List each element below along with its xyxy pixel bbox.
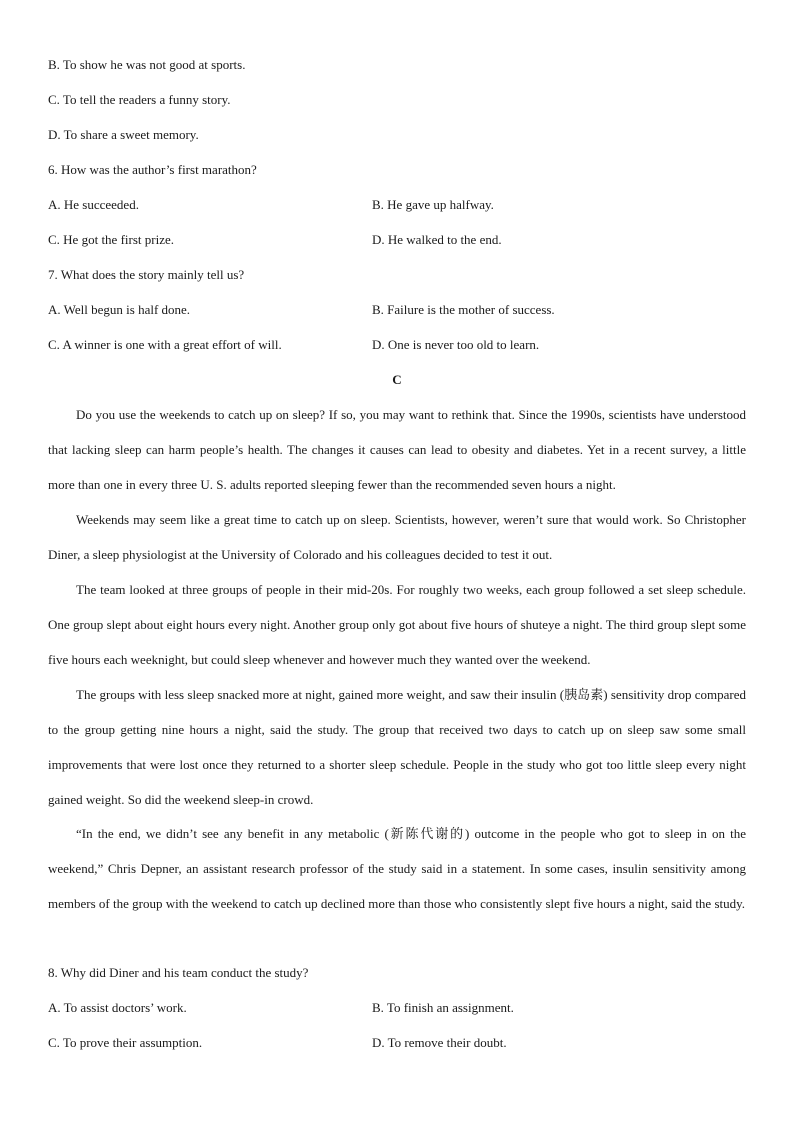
passage-paragraph-4: The groups with less sleep snacked more at night, gained more weight, and saw their insulin (胰岛素) sensitivity drop compared to the group getting nine hours a night, said the study. The group that received two days to catch up on sleep saw some small improvements that were lost once they returned to a shorter sleep schedule. People in the study who got too little sleep every night gained weight. So did the weekend sleep-in crowd. <box>48 687 746 807</box>
q7-option-a: A. Well begun is half done. <box>48 302 191 317</box>
passage-paragraph-1: Do you use the weekends to catch up on sleep? If so, you may want to rethink that. Since the 1990s, scientists have understood that lacking sleep can harm people’s health. The changes it causes can lead to obesity and diabetes. Yet in a recent survey, a little more than one in every three U. S. adults reported sleeping fewer than the recommended seven hours a night. <box>48 407 746 492</box>
q5-option-c: C. To tell the readers a funny story. <box>48 92 231 107</box>
q6-option-d: D. He walked to the end. <box>372 232 502 247</box>
q5-option-b: B. To show he was not good at sports. <box>48 57 246 72</box>
q6-option-a: A. He succeeded. <box>48 197 139 212</box>
q5-option-d: D. To share a sweet memory. <box>48 127 199 142</box>
passage-paragraph-2: Weekends may seem like a great time to catch up on sleep. Scientists, however, weren’t sure that would work. So Christopher Diner, a sleep physiologist at the University of Colorado and his colleagues decided to test it out. <box>48 512 746 562</box>
passage-paragraph-5: “In the end, we didn’t see any benefit in any metabolic (新陈代谢的) outcome in the people who got to sleep in on the weekend,” Chris Depner, an assistant research professor of the study said in a statement. In some cases, insulin sensitivity among members of the group with the weekend to catch up declined more than those who consistently slept five hours a night, said the study. <box>48 826 746 911</box>
q6-question: 6. How was the author’s first marathon? <box>48 162 257 177</box>
q8-question: 8. Why did Diner and his team conduct the study? <box>48 965 309 980</box>
q7-option-c: C. A winner is one with a great effort of will. <box>48 337 282 352</box>
q8-option-a: A. To assist doctors’ work. <box>48 1000 187 1015</box>
section-heading: C <box>392 372 402 387</box>
passage-paragraph-3: The team looked at three groups of people in their mid-20s. For roughly two weeks, each group followed a set sleep schedule. One group slept about eight hours every night. Another group only got about five hours of shuteye a night. The third group slept some five hours each weeknight, but could sleep whenever and however much they wanted over the weekend. <box>48 582 746 667</box>
q7-option-d: D. One is never too old to learn. <box>372 337 540 352</box>
q7-question: 7. What does the story mainly tell us? <box>48 267 245 282</box>
q6-option-c: C. He got the first prize. <box>48 232 174 247</box>
q8-option-b: B. To finish an assignment. <box>372 1000 514 1015</box>
q7-option-b: B. Failure is the mother of success. <box>372 302 555 317</box>
q8-option-c: C. To prove their assumption. <box>48 1035 203 1050</box>
q8-option-d: D. To remove their doubt. <box>372 1035 507 1050</box>
q6-option-b: B. He gave up halfway. <box>372 197 494 212</box>
